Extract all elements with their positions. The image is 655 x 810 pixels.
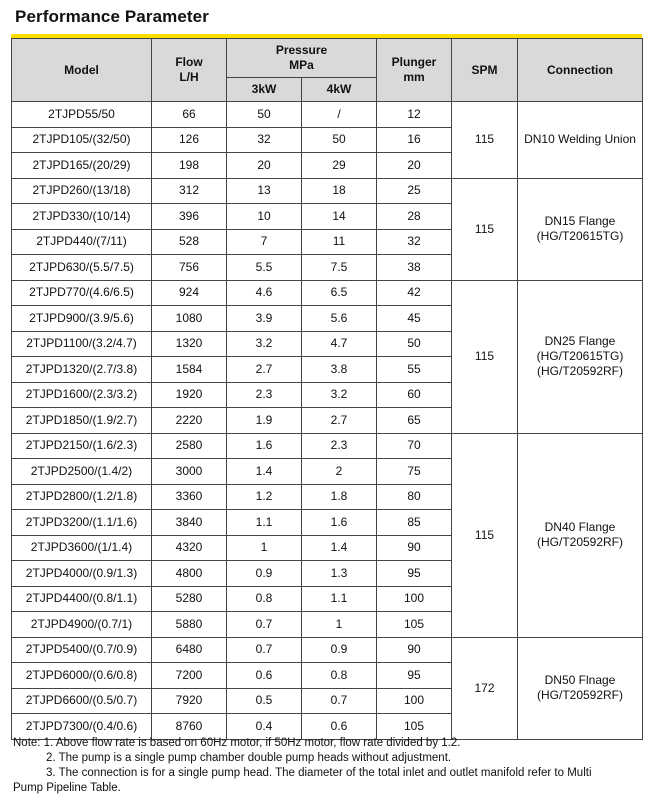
flow-cell: 5880: [152, 612, 227, 638]
header-flow-label: Flow: [175, 55, 203, 69]
model-cell: 2TJPD3600/(1/1.4): [12, 535, 152, 561]
model-cell: 2TJPD55/50: [12, 102, 152, 128]
flow-cell: 198: [152, 153, 227, 179]
plunger-cell: 80: [377, 484, 452, 510]
model-cell: 2TJPD770/(4.6/6.5): [12, 280, 152, 306]
model-cell: 2TJPD2800/(1.2/1.8): [12, 484, 152, 510]
pressure-3kw-cell: 20: [227, 153, 302, 179]
flow-cell: 396: [152, 204, 227, 230]
plunger-cell: 75: [377, 459, 452, 485]
flow-cell: 1920: [152, 382, 227, 408]
spm-cell: 115: [452, 102, 518, 179]
flow-cell: 66: [152, 102, 227, 128]
flow-cell: 1320: [152, 331, 227, 357]
connection-cell: DN50 Flnage (HG/T20592RF): [518, 637, 643, 739]
model-cell: 2TJPD165/(20/29): [12, 153, 152, 179]
pressure-3kw-cell: 1.2: [227, 484, 302, 510]
pressure-4kw-cell: 5.6: [302, 306, 377, 332]
pressure-3kw-cell: 3.9: [227, 306, 302, 332]
plunger-cell: 38: [377, 255, 452, 281]
flow-cell: 2580: [152, 433, 227, 459]
header-flow: [152, 39, 227, 102]
table-row: [12, 178, 643, 204]
table-row: [12, 280, 643, 306]
model-cell: 2TJPD4400/(0.8/1.1): [12, 586, 152, 612]
notes-section: [13, 736, 643, 796]
spm-cell: 115: [452, 178, 518, 280]
pressure-4kw-cell: /: [302, 102, 377, 128]
pressure-3kw-cell: 0.5: [227, 688, 302, 714]
table-row: [12, 637, 643, 663]
pressure-4kw-cell: 1.6: [302, 510, 377, 536]
flow-cell: 4320: [152, 535, 227, 561]
header-plunger: [377, 39, 452, 102]
pressure-3kw-cell: 1.1: [227, 510, 302, 536]
pressure-3kw-cell: 5.5: [227, 255, 302, 281]
flow-cell: 312: [152, 178, 227, 204]
model-cell: 2TJPD1600/(2.3/3.2): [12, 382, 152, 408]
header-pressure-label: Pressure: [275, 43, 328, 57]
plunger-cell: 55: [377, 357, 452, 383]
model-cell: 2TJPD3200/(1.1/1.6): [12, 510, 152, 536]
model-cell: 2TJPD1100/(3.2/4.7): [12, 331, 152, 357]
flow-cell: 8760: [152, 714, 227, 740]
table-row: [12, 102, 643, 128]
header-flow-unit: L/H: [179, 70, 199, 84]
model-cell: 2TJPD630/(5.5/7.5): [12, 255, 152, 281]
pressure-4kw-cell: 7.5: [302, 255, 377, 281]
flow-cell: 756: [152, 255, 227, 281]
plunger-cell: 90: [377, 637, 452, 663]
flow-cell: 7200: [152, 663, 227, 689]
plunger-cell: 12: [377, 102, 452, 128]
plunger-cell: 50: [377, 331, 452, 357]
header-model: Model: [12, 39, 152, 102]
note-3: 3. The connection is for a single pump head. The diameter of the total inlet and outlet manifold refer to Multi: [46, 767, 592, 779]
plunger-cell: 16: [377, 127, 452, 153]
pressure-4kw-cell: 0.7: [302, 688, 377, 714]
model-cell: 2TJPD1850/(1.9/2.7): [12, 408, 152, 434]
pressure-4kw-cell: 2.7: [302, 408, 377, 434]
pressure-3kw-cell: 0.7: [227, 637, 302, 663]
model-cell: 2TJPD330/(10/14): [12, 204, 152, 230]
plunger-cell: 105: [377, 612, 452, 638]
table-row: [12, 433, 643, 459]
flow-cell: 1584: [152, 357, 227, 383]
plunger-cell: 60: [377, 382, 452, 408]
plunger-cell: 90: [377, 535, 452, 561]
pressure-4kw-cell: 1.4: [302, 535, 377, 561]
pressure-4kw-cell: 29: [302, 153, 377, 179]
pressure-4kw-cell: 4.7: [302, 331, 377, 357]
model-cell: 2TJPD900/(3.9/5.6): [12, 306, 152, 332]
pressure-3kw-cell: 7: [227, 229, 302, 255]
plunger-cell: 95: [377, 561, 452, 587]
pressure-3kw-cell: 0.8: [227, 586, 302, 612]
flow-cell: 3840: [152, 510, 227, 536]
flow-cell: 7920: [152, 688, 227, 714]
pressure-3kw-cell: 2.7: [227, 357, 302, 383]
pressure-4kw-cell: 18: [302, 178, 377, 204]
plunger-cell: 105: [377, 714, 452, 740]
plunger-cell: 45: [377, 306, 452, 332]
pressure-3kw-cell: 0.4: [227, 714, 302, 740]
header-pressure: [227, 39, 377, 78]
spm-cell: 115: [452, 280, 518, 433]
flow-cell: 4800: [152, 561, 227, 587]
pressure-3kw-cell: 10: [227, 204, 302, 230]
pressure-4kw-cell: 2: [302, 459, 377, 485]
model-cell: 2TJPD1320/(2.7/3.8): [12, 357, 152, 383]
model-cell: 2TJPD6000/(0.6/0.8): [12, 663, 152, 689]
pressure-3kw-cell: 4.6: [227, 280, 302, 306]
flow-cell: 3360: [152, 484, 227, 510]
note-1: Note: 1. Above flow rate is based on 60Hz motor, if 50Hz motor, flow rate divided by 1.2.: [13, 737, 461, 749]
model-cell: 2TJPD4000/(0.9/1.3): [12, 561, 152, 587]
pressure-3kw-cell: 3.2: [227, 331, 302, 357]
model-cell: 2TJPD105/(32/50): [12, 127, 152, 153]
flow-cell: 6480: [152, 637, 227, 663]
page-title: Performance Parameter: [15, 7, 209, 26]
flow-cell: 126: [152, 127, 227, 153]
pressure-3kw-cell: 32: [227, 127, 302, 153]
pressure-4kw-cell: 50: [302, 127, 377, 153]
header-3kw: 3kW: [227, 78, 302, 102]
header-spm: SPM: [452, 39, 518, 102]
pressure-3kw-cell: 50: [227, 102, 302, 128]
plunger-cell: 20: [377, 153, 452, 179]
plunger-cell: 25: [377, 178, 452, 204]
header-plunger-label: Plunger: [391, 55, 437, 69]
pressure-4kw-cell: 2.3: [302, 433, 377, 459]
plunger-cell: 85: [377, 510, 452, 536]
pressure-4kw-cell: 1.3: [302, 561, 377, 587]
pressure-4kw-cell: 1.1: [302, 586, 377, 612]
model-cell: 2TJPD4900/(0.7/1): [12, 612, 152, 638]
model-cell: 2TJPD5400/(0.7/0.9): [12, 637, 152, 663]
pressure-3kw-cell: 1.4: [227, 459, 302, 485]
connection-cell: DN40 Flange (HG/T20592RF): [518, 433, 643, 637]
model-cell: 2TJPD2150/(1.6/2.3): [12, 433, 152, 459]
flow-cell: 3000: [152, 459, 227, 485]
spm-cell: 172: [452, 637, 518, 739]
pressure-4kw-cell: 11: [302, 229, 377, 255]
header-plunger-unit: mm: [403, 70, 425, 84]
flow-cell: 2220: [152, 408, 227, 434]
header-4kw: 4kW: [302, 78, 377, 102]
flow-cell: 528: [152, 229, 227, 255]
flow-cell: 924: [152, 280, 227, 306]
pressure-3kw-cell: 1.9: [227, 408, 302, 434]
pressure-4kw-cell: 0.6: [302, 714, 377, 740]
flow-cell: 5280: [152, 586, 227, 612]
header-connection: Connection: [518, 39, 643, 102]
pressure-4kw-cell: 0.8: [302, 663, 377, 689]
plunger-cell: 42: [377, 280, 452, 306]
plunger-cell: 100: [377, 586, 452, 612]
plunger-cell: 70: [377, 433, 452, 459]
pressure-3kw-cell: 13: [227, 178, 302, 204]
pressure-3kw-cell: 0.6: [227, 663, 302, 689]
plunger-cell: 95: [377, 663, 452, 689]
pressure-3kw-cell: 1: [227, 535, 302, 561]
pressure-4kw-cell: 1: [302, 612, 377, 638]
pressure-4kw-cell: 1.8: [302, 484, 377, 510]
pressure-3kw-cell: 0.9: [227, 561, 302, 587]
connection-cell: DN15 Flange (HG/T20615TG): [518, 178, 643, 280]
connection-cell: DN25 Flange (HG/T20615TG) (HG/T20592RF): [518, 280, 643, 433]
pressure-3kw-cell: 0.7: [227, 612, 302, 638]
pressure-4kw-cell: 3.2: [302, 382, 377, 408]
spm-cell: 115: [452, 433, 518, 637]
header-pressure-unit: MPa: [289, 58, 314, 72]
performance-table: [11, 38, 643, 740]
connection-cell: DN10 Welding Union: [518, 102, 643, 179]
pressure-3kw-cell: 2.3: [227, 382, 302, 408]
plunger-cell: 28: [377, 204, 452, 230]
model-cell: 2TJPD7300/(0.4/0.6): [12, 714, 152, 740]
note-3-continued: Pump Pipeline Table.: [13, 782, 121, 794]
model-cell: 2TJPD2500/(1.4/2): [12, 459, 152, 485]
pressure-3kw-cell: 1.6: [227, 433, 302, 459]
model-cell: 2TJPD440/(7/11): [12, 229, 152, 255]
pressure-4kw-cell: 0.9: [302, 637, 377, 663]
pressure-4kw-cell: 6.5: [302, 280, 377, 306]
pressure-4kw-cell: 14: [302, 204, 377, 230]
note-2: 2. The pump is a single pump chamber double pump heads without adjustment.: [46, 752, 452, 764]
plunger-cell: 100: [377, 688, 452, 714]
model-cell: 2TJPD260/(13/18): [12, 178, 152, 204]
pressure-4kw-cell: 3.8: [302, 357, 377, 383]
model-cell: 2TJPD6600/(0.5/0.7): [12, 688, 152, 714]
flow-cell: 1080: [152, 306, 227, 332]
plunger-cell: 32: [377, 229, 452, 255]
plunger-cell: 65: [377, 408, 452, 434]
table-body: [12, 102, 643, 740]
